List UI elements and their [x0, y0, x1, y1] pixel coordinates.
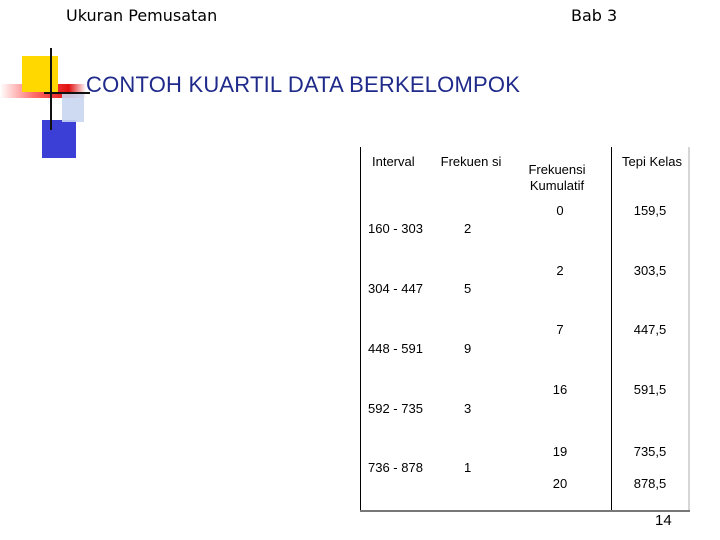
interval-cell: 736 - 878 — [368, 460, 423, 475]
interval-cell: 448 - 591 — [368, 341, 423, 356]
header-interval: Interval — [372, 154, 415, 169]
frekuensi-cell: 9 — [464, 341, 472, 356]
header-frekuensi — [440, 154, 502, 170]
decor-horizontal-line — [44, 92, 90, 94]
header-frekuensi-text: Frekuen si — [440, 154, 502, 169]
table-right-shadow — [688, 147, 690, 512]
tepi-kelas-cell: 159,5 — [633, 203, 667, 218]
decor-vertical-line — [50, 48, 52, 130]
page-number: 14 — [655, 512, 672, 529]
tepi-kelas-cell: 447,5 — [633, 322, 667, 337]
frekuensi-cell: 1 — [464, 460, 472, 475]
kumulatif-cell: 0 — [556, 203, 564, 218]
frekuensi-cell: 2 — [464, 221, 472, 236]
header-left-text: Ukuran Pemusatan — [66, 6, 218, 25]
interval-cell: 304 - 447 — [368, 281, 423, 296]
kumulatif-cell: 7 — [556, 322, 564, 337]
header-tepi-kelas: Tepi Kelas — [622, 154, 682, 169]
table-left-border — [360, 147, 361, 511]
tepi-kelas-cell: 878,5 — [633, 476, 667, 491]
frekuensi-cell: 5 — [464, 281, 472, 296]
slide-title: CONTOH KUARTIL DATA BERKELOMPOK — [86, 72, 521, 97]
header-right-text: Bab 3 — [571, 6, 618, 25]
table-column-separator — [611, 147, 612, 511]
header-frekuensi-kumulatif: Frekuensi Kumulatif — [528, 162, 586, 193]
kumulatif-cell: 2 — [556, 263, 564, 278]
decor-yellow-square — [22, 56, 58, 92]
tepi-kelas-cell: 735,5 — [633, 444, 667, 459]
kumulatif-cell: 19 — [552, 444, 568, 459]
kumulatif-cell: 16 — [552, 382, 568, 397]
decor-blue-square — [42, 120, 76, 158]
table-bottom-border — [360, 510, 690, 512]
tepi-kelas-cell: 303,5 — [633, 263, 667, 278]
frekuensi-cell: 3 — [464, 401, 472, 416]
tepi-kelas-cell: 591,5 — [633, 382, 667, 397]
interval-cell: 592 - 735 — [368, 401, 423, 416]
decor-pale-square — [62, 92, 84, 122]
interval-cell: 160 - 303 — [368, 221, 423, 236]
kumulatif-cell: 20 — [552, 476, 568, 491]
